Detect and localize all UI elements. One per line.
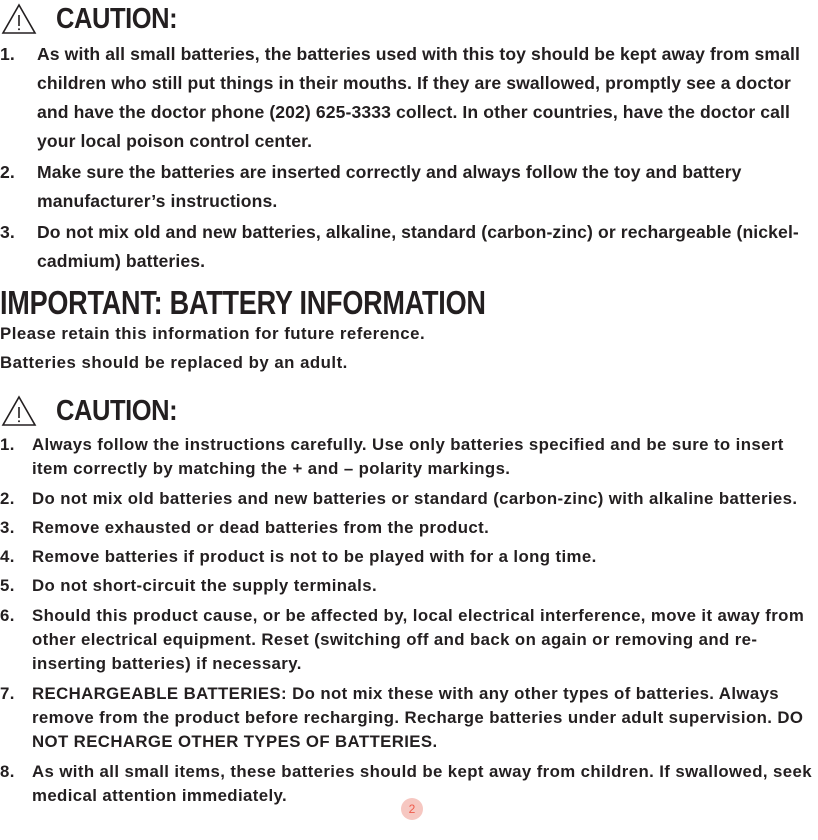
item-text: Do not mix old batteries and new batteries or standard (carbon-zinc) with alkaline batteries. bbox=[32, 488, 798, 508]
item-number: 4. bbox=[0, 547, 15, 567]
important-heading: IMPORTANT: BATTERY INFORMATION bbox=[0, 284, 486, 321]
list-item bbox=[0, 574, 818, 598]
item-number: 2. bbox=[0, 162, 15, 182]
item-number: 2. bbox=[0, 488, 15, 508]
item-text: Do not mix old and new batteries, alkaline, standard (carbon-zinc) or rechargeable (nickel-cadmium) batteries. bbox=[37, 222, 799, 271]
item-text: Remove exhausted or dead batteries from the product. bbox=[32, 517, 490, 537]
list-item bbox=[0, 158, 818, 216]
item-text: Should this product cause, or be affected by, local electrical interference, move it away from other electrical equipment. Reset (switching off and back on again or removing and re-inserting batteries) if necessary. bbox=[32, 605, 805, 674]
warning-triangle-icon bbox=[0, 394, 40, 428]
caution-title: CAUTION: bbox=[56, 394, 178, 427]
item-text: As with all small batteries, the batteries used with this toy should be kept away from small children who still put things in their mouths. If they are swallowed, promptly see a doctor and have the doctor phone (202) 625-3333 collect. In other countries, have the doctor call your local poison control center. bbox=[37, 44, 800, 151]
caution-title: CAUTION: bbox=[56, 2, 178, 35]
list-item bbox=[0, 40, 818, 156]
list-item bbox=[0, 218, 818, 276]
list-item bbox=[0, 545, 818, 569]
item-text: RECHARGEABLE BATTERIES: Do not mix these with any other types of batteries. Always remove from the product before recharging. Recharge batteries under adult supervision. DO NOT RECHARGE OTHER TYPES OF BATTERIES. bbox=[32, 683, 804, 752]
adult-note: Batteries should be replaced by an adult. bbox=[0, 353, 348, 372]
list-item bbox=[0, 682, 818, 755]
item-number: 1. bbox=[0, 435, 15, 454]
item-text: Always follow the instructions carefully. Use only batteries specified and be sure to insert item correctly by matching the + and – polarity markings. bbox=[32, 435, 784, 479]
list-item bbox=[0, 433, 818, 482]
item-text: Make sure the batteries are inserted correctly and always follow the toy and battery manufacturer’s instructions. bbox=[37, 162, 742, 211]
item-text: As with all small items, these batteries should be kept away from children. If swallowed, seek medical attention immediately. bbox=[32, 761, 812, 805]
item-number: 3. bbox=[0, 222, 15, 242]
list-item bbox=[0, 516, 818, 540]
item-number: 7. bbox=[0, 683, 15, 703]
page-number-badge: 2 bbox=[401, 798, 423, 820]
caution-list-2 bbox=[0, 433, 818, 813]
caution-heading-1 bbox=[0, 2, 194, 36]
item-number: 8. bbox=[0, 761, 15, 781]
list-item bbox=[0, 604, 818, 677]
item-number: 1. bbox=[0, 44, 15, 64]
warning-triangle-icon bbox=[0, 2, 40, 36]
item-number: 3. bbox=[0, 517, 15, 537]
item-number: 6. bbox=[0, 605, 15, 625]
retain-note: Please retain this information for future reference. bbox=[0, 324, 426, 343]
caution-list-1 bbox=[0, 40, 818, 278]
item-number: 5. bbox=[0, 576, 15, 596]
caution-heading-2 bbox=[0, 394, 194, 428]
list-item bbox=[0, 487, 818, 511]
item-text: Do not short-circuit the supply terminals. bbox=[32, 576, 378, 596]
item-text: Remove batteries if product is not to be played with for a long time. bbox=[32, 547, 597, 567]
